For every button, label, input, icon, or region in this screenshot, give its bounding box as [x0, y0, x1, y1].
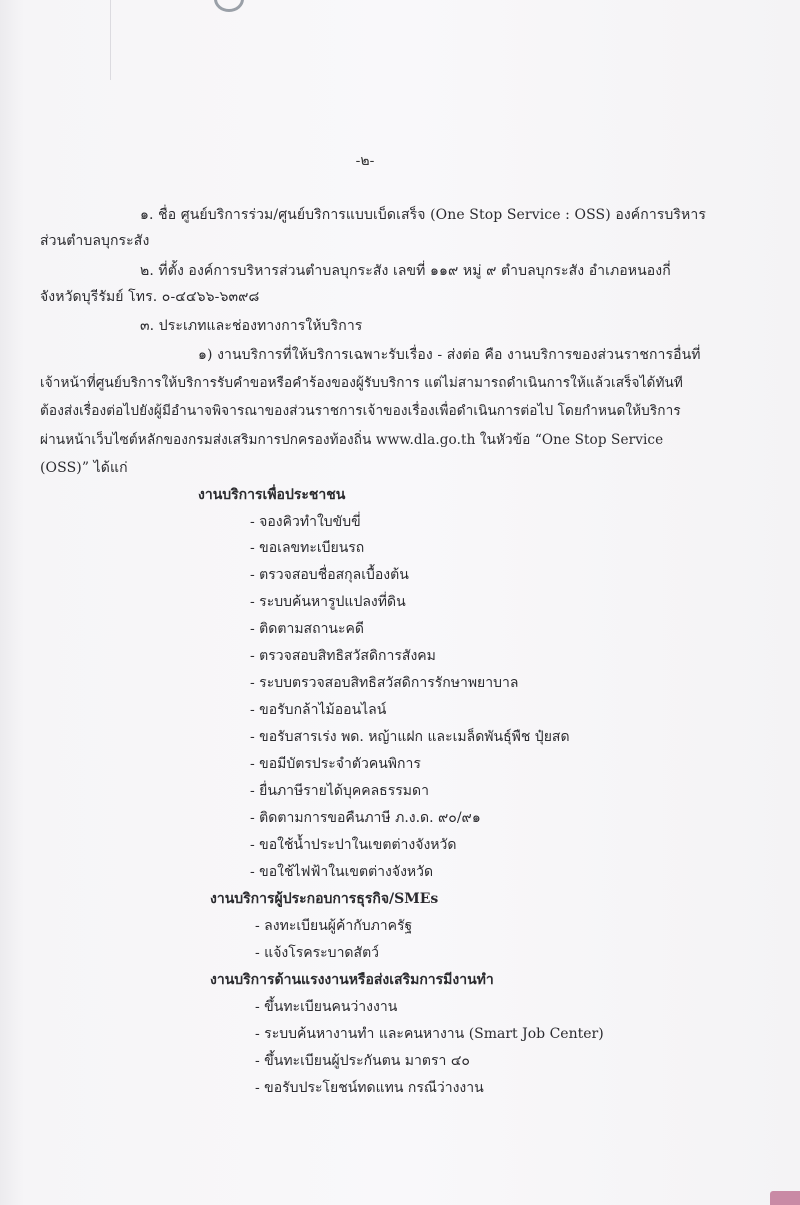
page-edge-shadow: [110, 0, 111, 80]
page-number: -๒-: [355, 153, 375, 169]
list-item: - ขอรับสารเร่ง พด. หญ้าแฝก และเมล็ดพันธุ์พืช ปุ๋ยสด: [250, 729, 570, 745]
list-item: - ระบบตรวจสอบสิทธิสวัสดิการรักษาพยาบาล: [250, 675, 519, 691]
paragraph-4-line-1: ๑) งานบริการที่ให้บริการเฉพาะรับเรื่อง - ส่งต่อ คือ งานบริการของส่วนราชการอื่นที่: [198, 347, 701, 363]
binder-ring: [214, 0, 244, 12]
list-item: - ยื่นภาษีรายได้บุคคลธรรมดา: [250, 783, 429, 799]
list-item: - ขึ้นทะเบียนผู้ประกันตน มาตรา ๔๐: [255, 1053, 470, 1069]
paragraph-1-line-2: ส่วนตำบลบุกระสัง: [40, 233, 150, 249]
list-item: - ลงทะเบียนผู้ค้ากับภาครัฐ: [255, 918, 413, 934]
list-item: - จองคิวทำใบขับขี่: [250, 514, 361, 530]
paragraph-4-line-3: ต้องส่งเรื่องต่อไปยังผู้มีอำนาจพิจารณาของส่วนราชการเจ้าของเรื่องเพื่อดำเนินการต่อไป โดยกำหนดให้บริการ: [40, 403, 681, 419]
page-corner-tab: [770, 1191, 800, 1205]
paragraph-4-line-2: เจ้าหน้าที่ศูนย์บริการให้บริการรับคำขอหรือคำร้องของผู้รับบริการ แต่ไม่สามารถดำเนินการให้แล้วเสร็จได้ทันที: [40, 375, 683, 391]
paragraph-4-line-4: ผ่านหน้าเว็บไซต์หลักของกรมส่งเสริมการปกครองท้องถิ่น www.dla.go.th ในหัวข้อ “One Stop Service: [40, 432, 664, 448]
paragraph-3-line-1: ๓. ประเภทและช่องทางการให้บริการ: [140, 318, 363, 334]
section-heading-labour-services: งานบริการด้านแรงงานหรือส่งเสริมการมีงานทำ: [210, 972, 494, 988]
list-item: - แจ้งโรคระบาดสัตว์: [255, 945, 380, 961]
list-item: - ระบบค้นหางานทำ และคนหางาน (Smart Job Center): [255, 1026, 604, 1042]
list-item: - ตรวจสอบสิทธิสวัสดิการสังคม: [250, 648, 436, 664]
list-item: - ติดตามการขอคืนภาษี ภ.ง.ด. ๙๐/๙๑: [250, 810, 481, 826]
list-item: - ขอรับกล้าไม้ออนไลน์: [250, 702, 387, 718]
list-item: - ขอมีบัตรประจำตัวคนพิการ: [250, 756, 421, 772]
list-item: - ขอเลขทะเบียนรถ: [250, 540, 365, 556]
list-item: - ตรวจสอบชื่อสกุลเบื้องต้น: [250, 567, 409, 583]
paragraph-4-line-5: (OSS)” ได้แก่: [40, 460, 128, 476]
list-item: - ขอใช้ไฟฟ้าในเขตต่างจังหวัด: [250, 864, 434, 880]
paragraph-2-line-2: จังหวัดบุรีรัมย์ โทร. ๐-๔๔๖๖-๖๓๙๘: [40, 289, 260, 305]
section-heading-business-services: งานบริการผู้ประกอบการธุรกิจ/SMEs: [210, 891, 439, 907]
paragraph-2-line-1: ๒. ที่ตั้ง องค์การบริหารส่วนตำบลบุกระสัง เลขที่ ๑๑๙ หมู่ ๙ ตำบลบุกระสัง อำเภอหนองกี่: [140, 263, 671, 279]
section-heading-citizen-services: งานบริการเพื่อประชาชน: [198, 487, 346, 503]
list-item: - ติดตามสถานะคดี: [250, 621, 364, 637]
list-item: - ระบบค้นหารูปแปลงที่ดิน: [250, 594, 406, 610]
paragraph-1-line-1: ๑. ชื่อ ศูนย์บริการร่วม/ศูนย์บริการแบบเบ็ดเสร็จ (One Stop Service : OSS) องค์การบริหาร: [140, 207, 706, 223]
list-item: - ขึ้นทะเบียนคนว่างงาน: [255, 999, 398, 1015]
list-item: - ขอรับประโยชน์ทดแทน กรณีว่างงาน: [255, 1080, 484, 1096]
list-item: - ขอใช้น้ำประปาในเขตต่างจังหวัด: [250, 837, 457, 853]
